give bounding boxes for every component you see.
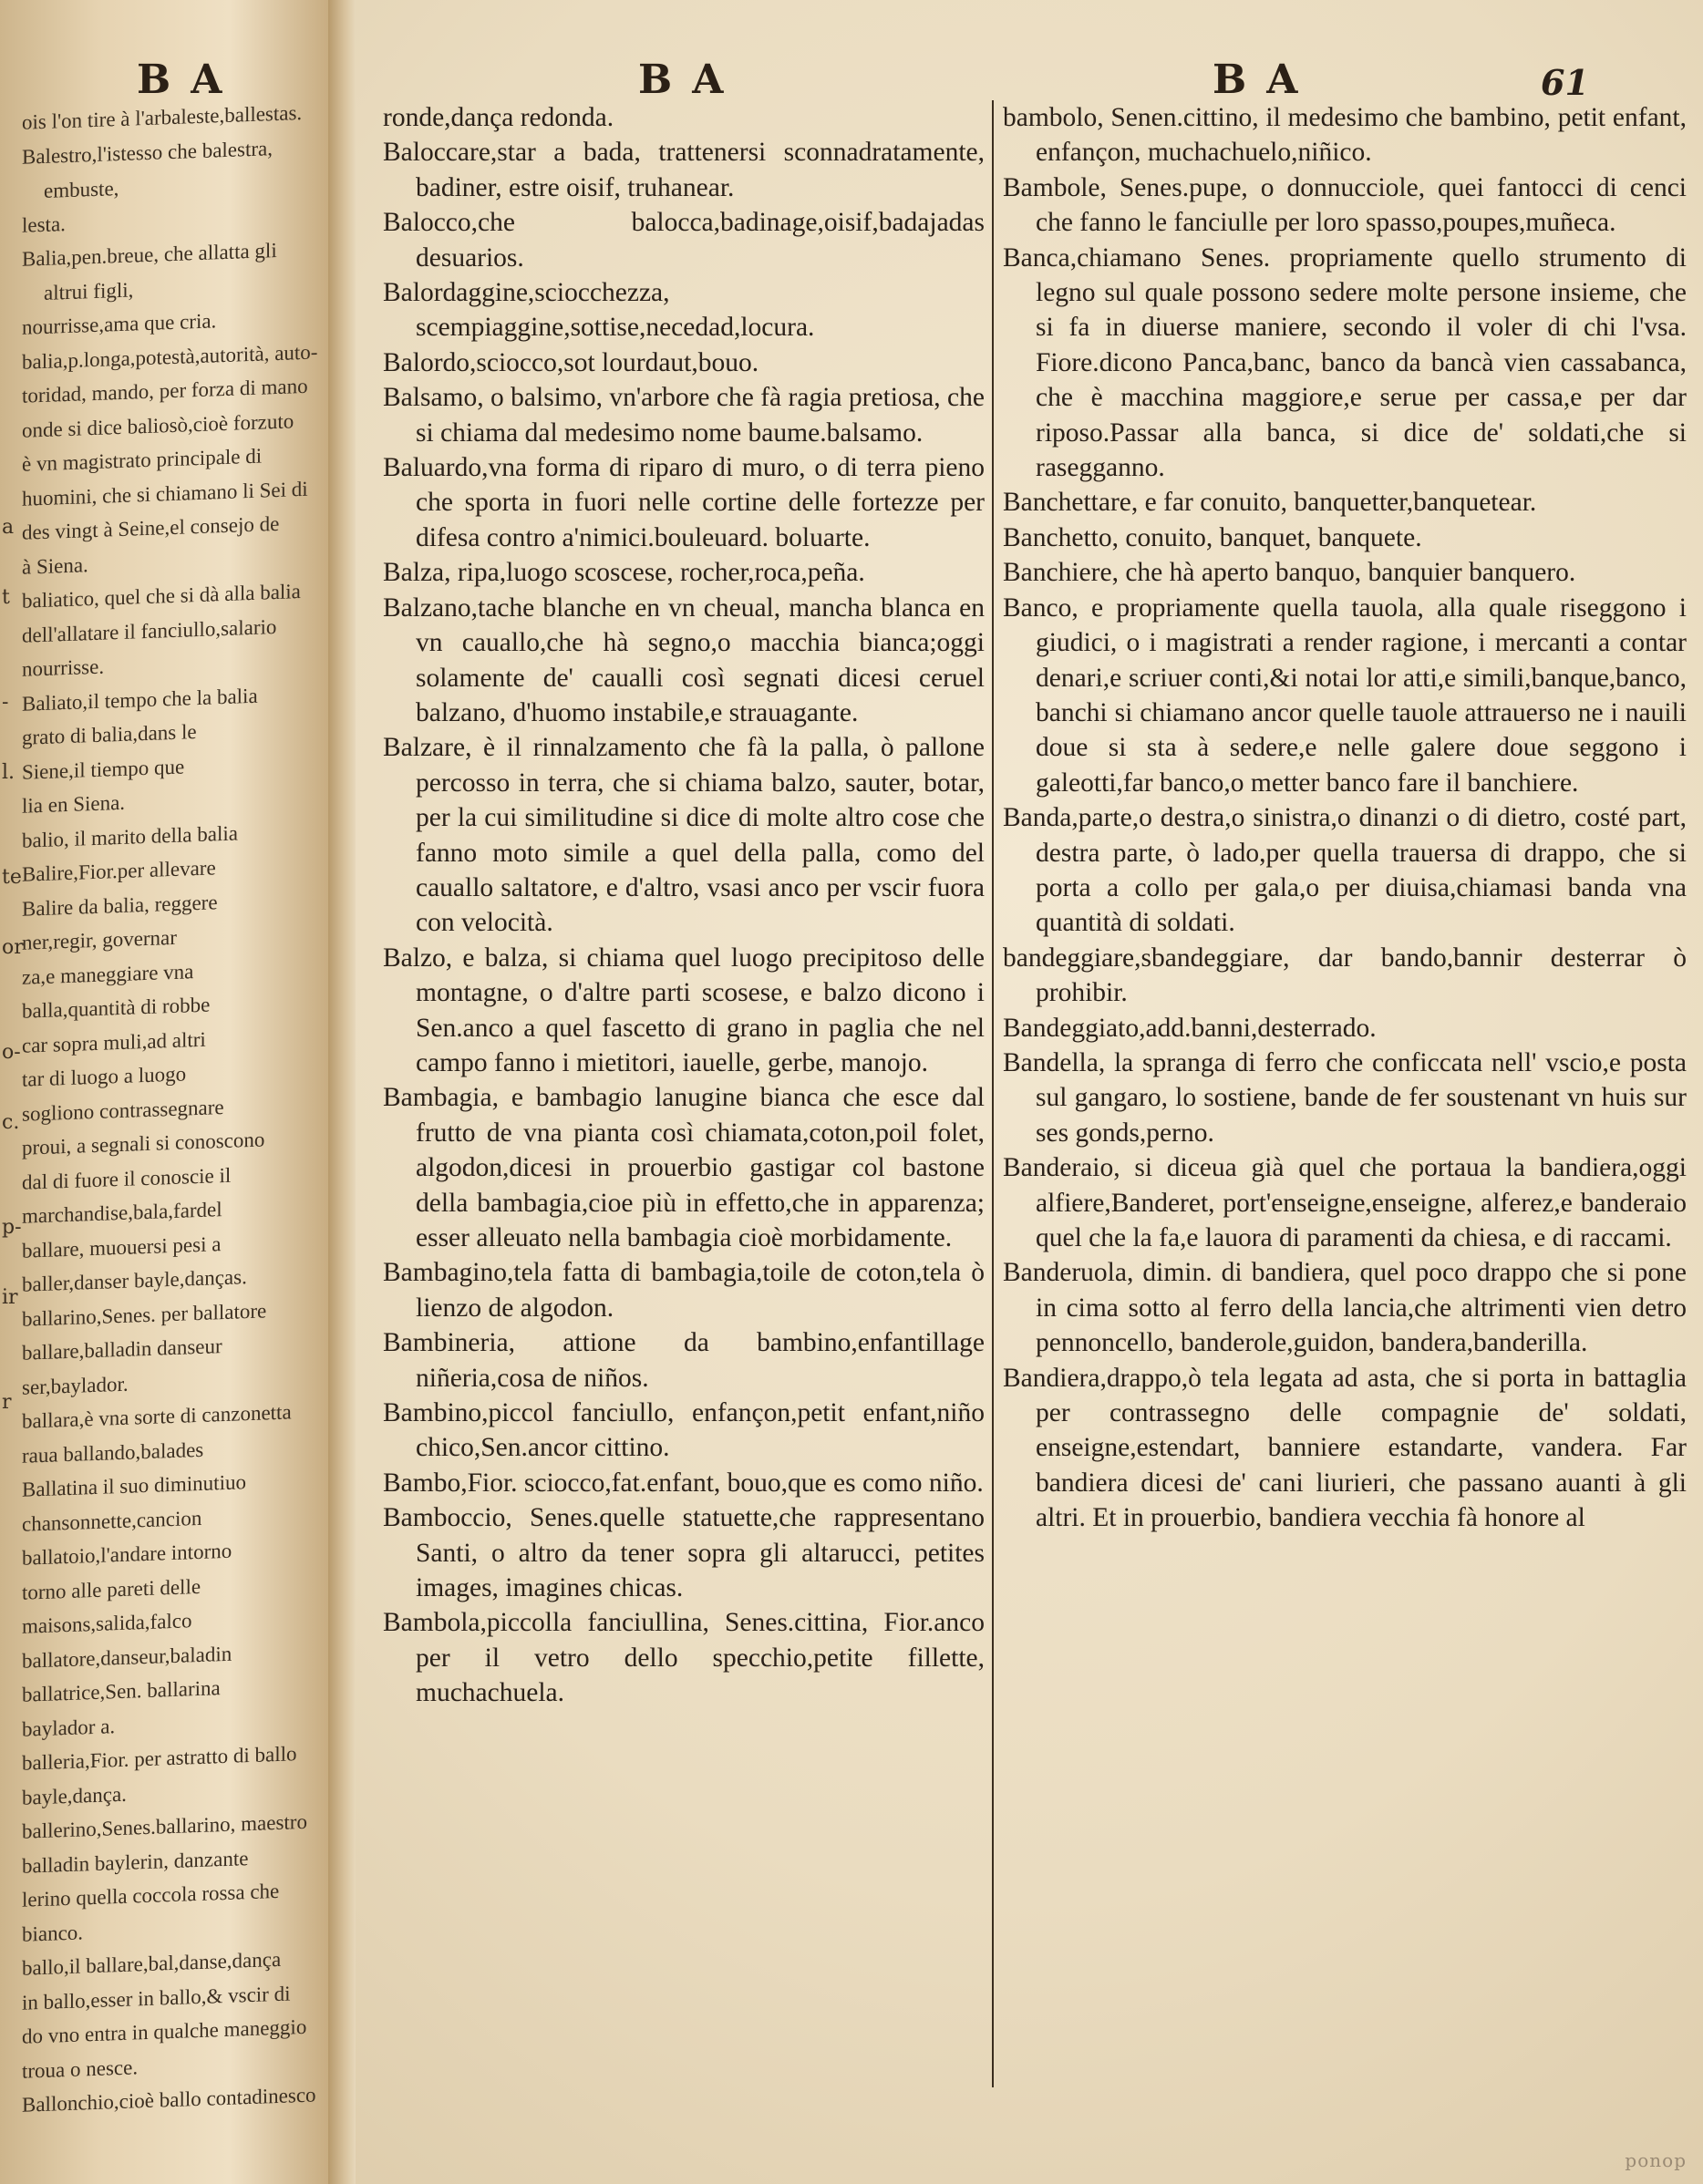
dictionary-entry: Banca,chiamano Senes. propriamente quello strumento di legno sul quale possono sedere molte persone insieme, che si fa in diuerse maniere, secondo il voler di chi l'vsa. Fiore.dicono Panca,banc, banco da bancà vien cassabanca, che è macchina maggiore,e serue per cassa,e per dar riposo.Passar alla banca, si dice de' soldati,che si rasegganno. (1003, 242, 1687, 483)
dictionary-entry: ballare, muouersi pesi a (22, 1231, 222, 1262)
dictionary-entry: maisons,salida,falco (22, 1609, 192, 1638)
dictionary-entry: des vingt à Seine,el consejo de (22, 511, 280, 544)
margin-mark: p- (2, 1216, 22, 1239)
dictionary-entry: Ballonchio,cioè ballo contadinesco (22, 2083, 316, 2117)
page-number: 61 (1541, 62, 1589, 103)
dictionary-entry: bambolo, Senen.cittino, il medesimo che bambino, petit enfant, enfançon, muchachuelo,niñico. (1003, 103, 1687, 168)
dictionary-entry: balla,quantità di robbe (22, 993, 211, 1023)
dictionary-entry: Balsamo, o balsimo, vn'arbore che fà ragia pretiosa, che si chiama dal medesimo nome baume.balsamo. (383, 383, 985, 448)
dictionary-entry: torno alle pareti delle (22, 1574, 201, 1604)
dictionary-entry: Baloccare,star a bada, trattenersi sconnadratamente, badiner, estre oisif, truhanear. (383, 138, 985, 202)
dictionary-entry: car sopra muli,ad altri (22, 1027, 206, 1057)
dictionary-entry: ballatrice,Sen. ballarina (22, 1676, 221, 1706)
dictionary-entry: è vn magistrato principale di (22, 444, 263, 476)
dictionary-entry: ballara,è vna sorte di canzonetta (22, 1400, 292, 1433)
dictionary-entry: Balzare, è il rinnalzamento che fà la palla, ò pallone percosso in terra, che si chiama balzo, sauter, botar, per la cui similitudine si dice di molte altro cose che fanno moto simile a quel della palla, como del cauallo saltatore, e d'altro, vsasi anco per vscir fuora con velocità. (383, 733, 985, 938)
margin-mark: - (2, 691, 9, 714)
dictionary-entry: Banchiere, che hà aperto banquo, banquier banquero. (1003, 558, 1576, 588)
dictionary-entry: Bambole, Senes.pupe, o donnucciole, quei fantocci di cenci che fanno le fanciulle per loro spasso,poupes,muñeca. (1003, 172, 1687, 238)
dictionary-entry: Banderuola, dimin. di bandiera, quel poco drappo che si pone in cima sotto al ferro della lancia,che altrimenti vien detro pennoncello, banderole,guidon, bandera,banderilla. (1003, 1258, 1687, 1358)
dictionary-entry: nourrisse. (22, 654, 105, 681)
middle-column (383, 100, 985, 2142)
dictionary-entry: ballatoio,l'andare intorno (22, 1539, 232, 1570)
dictionary-entry: lerino quella coccola rossa che (22, 1879, 280, 1911)
dictionary-entry: Bandiera,drappo,ò tela legata ad asta, che si porta in battaglia per contrassegno delle compagnie de' soldati, enseigne,estendart, banniere estandarte, vandera. Far bandiera dicesi de' cani liurieri, che passano auanti à gli altri. Et in prouerbio, bandiera vecchia fà honore al (1003, 1363, 1687, 1533)
dictionary-entry: Bandella, la spranga di ferro che conficcata nell' vscio,e posta sul gangaro, lo sostiene, bande de fer soustenant vn huis sur ses gonds,perno. (1003, 1047, 1687, 1148)
margin-mark: t (2, 586, 10, 609)
dictionary-entry: Balzano,tache blanche en vn cheual, mancha blanca en vn cauallo,che hà segno,o macchia bianca;oggi solamente de' caualli così segnati dicesi ceruel balzano, d'huomo instabile,e strauagante. (383, 592, 985, 727)
margin-mark: r (2, 1391, 12, 1414)
column-divider (992, 100, 994, 2087)
library-stamp: ponop (1625, 2149, 1687, 2171)
dictionary-entry: proui, a segnali si conoscono (22, 1128, 265, 1159)
margin-mark: a (2, 516, 15, 539)
dictionary-entry: Bambo,Fior. sciocco,fat.enfant, bouo,que es como niño. (383, 1468, 984, 1498)
dictionary-entry: balladin baylerin, danzante (22, 1846, 249, 1878)
margin-mark: o- (2, 1041, 21, 1064)
dictionary-entry: baylador a. (22, 1714, 116, 1741)
right-column-header: BA (1213, 57, 1318, 103)
dictionary-entry: balia,p.longa,potestà,autorità, auto- (22, 339, 318, 374)
dictionary-entry: Siene,il tiempo que (22, 755, 185, 784)
dictionary-entry: Bambagino,tela fatta di bambagia,toile de coton,tela ò lienzo de algodon. (383, 1258, 985, 1323)
dictionary-entry: Ballatina il suo diminutiuo (22, 1470, 246, 1501)
margin-mark: c. (2, 1111, 20, 1134)
dictionary-entry: balleria,Fior. per astratto di ballo (22, 1742, 297, 1775)
dictionary-entry: toridad, mando, per forza di mano (22, 374, 308, 407)
left-page-header: BA (137, 57, 243, 103)
dictionary-entry: marchandise,bala,fardel (22, 1198, 222, 1228)
book-gutter (328, 0, 356, 2184)
dictionary-entry: ballare,balladin danseur (22, 1334, 222, 1365)
dictionary-entry: Balordaggine,sciocchezza, scempiaggine,sottise,necedad,locura. (383, 278, 815, 343)
dictionary-entry: Banda,parte,o destra,o sinistra,o dinanzi o di dietro, costé part, destra parte, ò lado,per quella trauersa di drappo, che si porta a collo per gala,o per diuisa,chiamasi banda vna quantità di soldati. (1003, 803, 1687, 938)
dictionary-entry: sogliono contrassegnare (22, 1095, 224, 1126)
dictionary-entry: Balocco,che balocca,badinage,oisif,badajadas desuarios. (383, 208, 985, 273)
dictionary-entry: Balia,pen.breue, che allatta gli altrui figli, (22, 238, 277, 304)
dictionary-entry: dell'allatare il fanciullo,salario (22, 614, 277, 647)
dictionary-entry: baller,danser bayle,danças. (22, 1265, 247, 1296)
dictionary-entry: lia en Siena. (22, 790, 126, 818)
middle-column-header: BA (638, 57, 744, 103)
dictionary-entry: troua o nesce. (22, 2055, 139, 2083)
dictionary-entry: bayle,dança. (22, 1782, 127, 1809)
dictionary-entry: Bambineria, attione da bambino,enfantillage niñeria,cosa de niños. (383, 1328, 985, 1393)
dictionary-entry: Banchettare, e far conuito, banquetter,banquetear. (1003, 488, 1537, 518)
dictionary-entry: ballatore,danseur,baladin (22, 1642, 232, 1673)
left-page-curl (0, 0, 328, 2184)
dictionary-entry: dal di fuore il conoscie il (22, 1163, 232, 1194)
dictionary-entry: Balire,Fior.per allevare (22, 856, 216, 886)
dictionary-entry: ois l'on tire à l'arbaleste,ballestas. (22, 101, 303, 134)
dictionary-entry: Balire da balia, reggere (22, 890, 218, 921)
left-margin-marks (2, 510, 22, 1456)
margin-mark: te (2, 866, 22, 889)
dictionary-entry: Baluardo,vna forma di riparo di muro, o di terra pieno che sporta in fuori nelle cortine delle fortezze per difesa contro a'nimici.bouleuard. boluarte. (383, 453, 985, 552)
dictionary-entry: Balordo,sciocco,sot lourdaut,bouo. (383, 347, 759, 377)
dictionary-entry: Bambagia, e bambagio lanugine bianca che esce dal frutto de vna pianta così chiamata,coton,poil folet, algodon,dicesi in prouerbio gastigar col bastone della bambagia,cioe più in effetto,che in apparenza; esser alleuato nella bambagia cioè morbidamente. (383, 1083, 985, 1252)
dictionary-entry: Bandeggiato,add.banni,desterrado. (1003, 1013, 1377, 1043)
dictionary-entry: Banchetto, conuito, banquet, banquete. (1003, 522, 1422, 552)
dictionary-entry: Bamboccio, Senes.quelle statuette,che rappresentano Santi, o altro da tener sopra gli altarucci, petites images, imagines chicas. (383, 1503, 985, 1603)
dictionary-entry: à Siena. (22, 552, 88, 579)
margin-mark: ir (2, 1286, 18, 1309)
dictionary-entry: Banderaio, si diceua già quel che portaua la bandiera,oggi alfiere,Banderet, port'enseigne,enseigne, alferez,e banderaio quel che la fa,e lauora di paramenti da chiesa, e di raccami. (1003, 1153, 1687, 1252)
dictionary-entry: balio, il marito della balia (22, 820, 238, 852)
dictionary-entry: ronde,dança redonda. (383, 103, 614, 132)
dictionary-entry: raua ballando,balades (22, 1437, 204, 1468)
dictionary-entry: grato di balia,dans le (22, 720, 197, 749)
dictionary-entry: ballerino,Senes.ballarino, maestro (22, 1809, 307, 1843)
left-column (22, 100, 323, 2142)
dictionary-entry: ballo,il ballare,bal,danse,dança (22, 1947, 282, 1980)
dictionary-entry: baliatico, quel che si dà alla balia (22, 580, 301, 613)
dictionary-entry: bandeggiare,sbandeggiare, dar bando,bannir desterrar ò prohibir. (1003, 943, 1687, 1008)
dictionary-entry: huomini, che si chiamano li Sei di (22, 477, 308, 510)
dictionary-entry: onde si dice baliosò,cioè forzuto (22, 408, 294, 442)
dictionary-entry: ballarino,Senes. per ballatore (22, 1298, 267, 1331)
dictionary-entry: za,e maneggiare vna (22, 959, 194, 989)
margin-mark: or (2, 936, 24, 959)
dictionary-entry: Balza, ripa,luogo scoscese, rocher,roca,peña. (383, 558, 865, 588)
dictionary-entry: lesta. (22, 211, 66, 237)
dictionary-entry: chansonnette,cancion (22, 1506, 202, 1536)
dictionary-entry: nourrisse,ama que cria. (22, 309, 217, 339)
dictionary-entry: Bambino,piccol fanciullo, enfançon,petit enfant,niño chico,Sen.ancor cittino. (383, 1398, 985, 1463)
dictionary-entry: Banco, e propriamente quella tauola, alla quale riseggono i giudici, o i magistrati a render ragione, i mercanti a contar denari,e scriuer conti,&i notai lor atti,e simili,banque,banco, banchi si chiamano ancor quelle tauole attrauerso ne i nauili doue si sta à sedere,e nelle galere doue seggono i galeotti,far banco,o metter banco fare il banchiere. (1003, 592, 1687, 798)
dictionary-entry: Balestro,l'istesso che balestra, embuste, (22, 136, 273, 201)
dictionary-entry: tar di luogo a luogo (22, 1062, 187, 1091)
dictionary-entry: Balzo, e balza, si chiama quel luogo precipitoso delle montagne, o d'altre parti scosese, e balzo dicono i Sen.anco a quel fascetto di grano in paglia che nel campo fanno i mietitori, iauelle, gerbe, manojo. (383, 943, 985, 1077)
right-column (1003, 100, 1687, 2142)
dictionary-entry: Bambola,piccolla fanciullina, Senes.cittina, Fior.anco per il vetro dello specchio,petite fillette, muchachuela. (383, 1608, 985, 1708)
dictionary-entry: ser,baylador. (22, 1372, 129, 1399)
dictionary-entry: do vno entra in qualche maneggio (22, 2014, 307, 2048)
dictionary-entry: ner,regir, governar (22, 925, 177, 954)
dictionary-entry: bianco. (22, 1920, 84, 1946)
dictionary-entry: in ballo,esser in ballo,& vscir di (22, 1981, 291, 2014)
dictionary-entry: Baliato,il tempo che la balia (22, 684, 258, 716)
margin-mark: l. (2, 761, 15, 784)
